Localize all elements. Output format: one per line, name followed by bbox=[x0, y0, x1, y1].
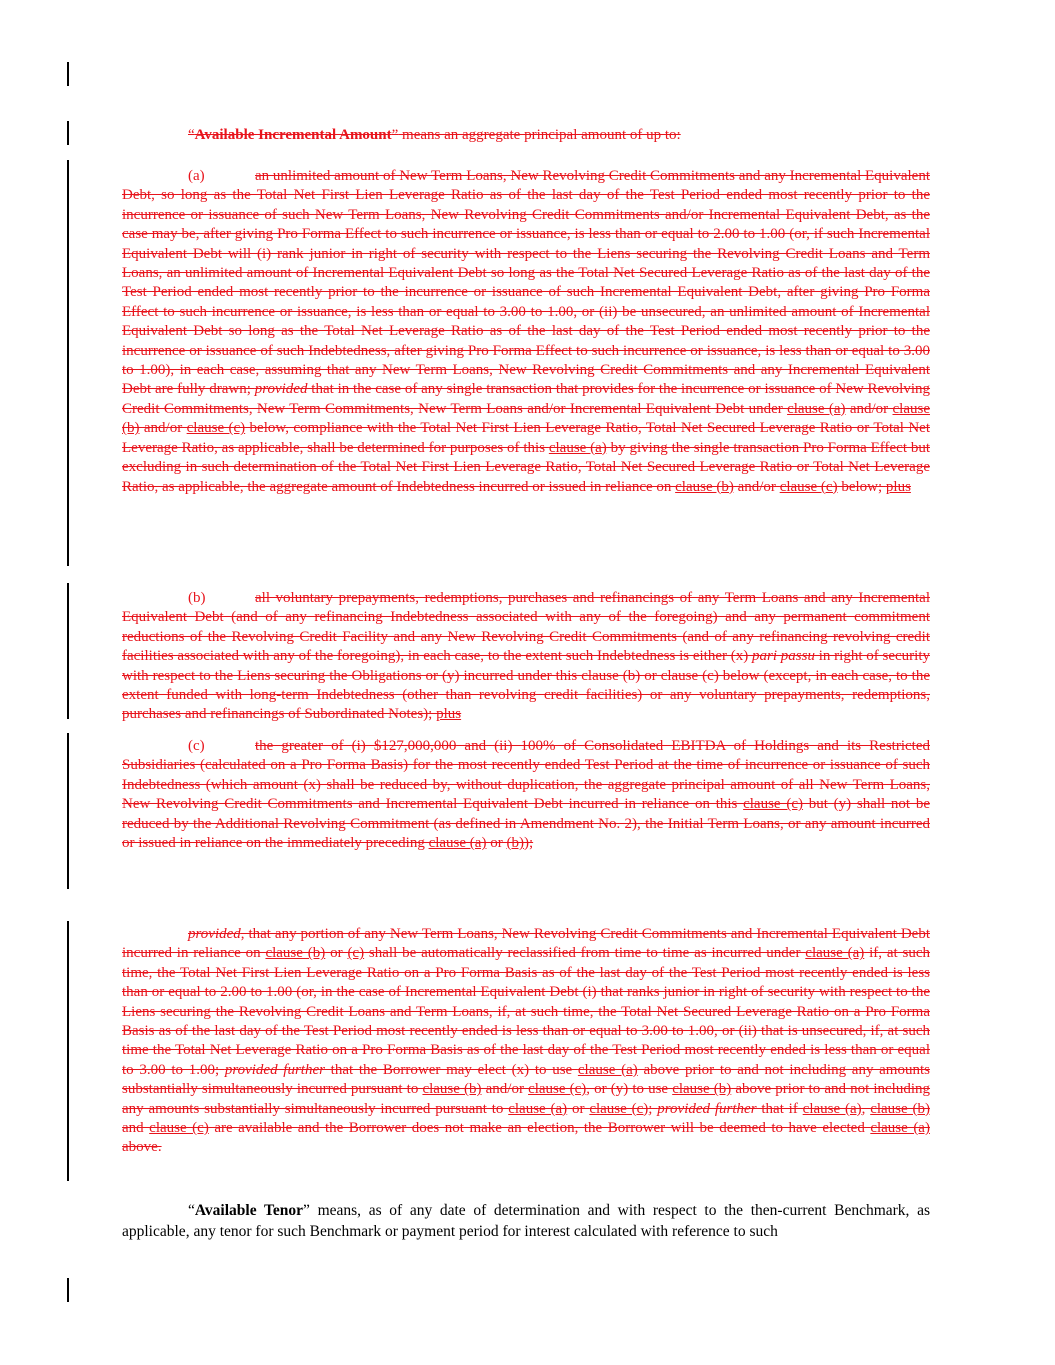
clause-label: (c) bbox=[188, 738, 205, 754]
change-bar bbox=[67, 583, 69, 719]
clause-label: (b) bbox=[188, 590, 206, 606]
clause-a: (a) an unlimited amount of New Term Loans, New Revolving Credit Commitments and any Incremental Equivalent Debt, so long as the Total Net First Lien Leverage Ratio as of the last day of the Test Period ended most recently prior to the incurrence or issuance of such New Term Loans, New Revolving Credit Commitments and/or Incremental Equivalent Debt, as the case may be, after giving Pro Forma Effect to such incurrence or issuance, is less than or equal to 2.00 to 1.00 (or, if such Incremental Equivalent Debt will (i) rank junior in right of security with respect to the Liens securing the Revolving Credit Loans and Term Loans, an unlimited amount of Incremental Equivalent Debt so long as the Total Net Secured Leverage Ratio as of the last day of the Test Period ended most recently prior to the incurrence or issuance of such Incremental Equivalent Debt, after giving Pro Forma Effect to such incurrence or issuance, is less than or equal to 3.00 to 1.00, or (ii) be unsecured, an unlimited amount of Incremental Equivalent Debt so long as the Total Net Leverage Ratio as of the last day of the Test Period ended most recently prior to the incurrence or issuance of such Indebtedness, after giving Pro Forma Effect to such incurrence or issuance, is less than or equal to 3.00 to 1.00), in each case, assuming that any New Term Loans, New Revolving Credit Commitments and any Incremental Equivalent Debt are fully drawn; provided that in the case of any single transaction that provides for the incurrence or issuance of New Revolving Credit Commitments, New Term Commitments, New Term Loans and/or Incremental Equivalent Debt under clause (a) and/or clause (b) and/or clause (c) below, compliance with the Total Net First Lien Leverage Ratio, Total Net Secured Leverage Ratio or Total Net Leverage Ratio, as applicable, shall be determined for purposes of this clause (a) by giving the single transaction Pro Forma Effect but excluding in such determination of the Total Net First Lien Leverage Ratio, Total Net Secured Leverage Ratio or Total Net Leverage Ratio, as applicable, the aggregate amount of Indebtedness incurred or issued in reliance on clause (b) and/or clause (c) below; plus bbox=[122, 168, 931, 495]
clause-b: (b) all voluntary prepayments, redemptions, purchases and refinancings of any Term Loans and any Incremental Equivalent Debt (and of any refinancing Indebtedness associated with any of the foregoing) and any permanent commitment reductions of the Revolving Credit Facility and any New Revolving Credit Commitments (and of any refinancing revolving credit facilities associated with any of the foregoing), in each case, to the extent such Indebtedness is either (x) pari passu in right of security with respect to the Liens securing the Obligations or (y) incurred under this clause (b) or clause (c) below (except, in each case, to the extent funded with long-term Indebtedness (other than revolving credit facilities) or any voluntary prepayments, redemptions, purchases and refinancings of Subordinated Notes); plus bbox=[122, 590, 930, 723]
defined-term: Available Incremental Amount bbox=[194, 127, 392, 143]
change-bar bbox=[67, 1278, 69, 1302]
clause-label: (a) bbox=[188, 168, 205, 184]
change-bar bbox=[67, 921, 69, 1181]
change-bar bbox=[67, 62, 69, 86]
definition-heading: “Available Incremental Amount” means an aggregate principal amount of up to: bbox=[188, 127, 681, 143]
clause-c: (c) the greater of (i) $127,000,000 and (ii) 100% of Consolidated EBITDA of Holdings and its Restricted Subsidiaries (calculated on a Pro Forma Basis) for the most recently ended Test Period at the time of incurrence or issuance of such Indebtedness (which amount (x) shall be reduced by, without duplication, the aggregate principal amount of all New Term Loans, New Revolving Credit Commitments and Incremental Equivalent Debt incurred in reliance on this clause (c) but (y) shall not be reduced by the Additional Revolving Commitment (as defined in Amendment No. 2), the Initial Term Loans, or any amount incurred or issued in reliance on the immediately preceding clause (a) or (b)); bbox=[122, 738, 930, 852]
change-bar bbox=[67, 733, 69, 889]
definition-available-tenor: “Available Tenor” means, as of any date of determination and with respect to the then-current Benchmark, as applicable, any tenor for such Benchmark or payment period for interest calculated with reference to such bbox=[122, 1202, 930, 1240]
proviso-paragraph: provided, that any portion of any New Term Loans, New Revolving Credit Commitments and Incremental Equivalent Debt incurred in reliance on clause (b) or (c) shall be automatically reclassified from time to time as incurred under clause (a) if, at such time, the Total Net First Lien Leverage Ratio on a Pro Forma Basis as of the last day of the Test Period most recently ended is less than or equal to 2.00 to 1.00 (or, in the case of Incremental Equivalent Debt (i) that ranks junior in right of security with respect to the Liens securing the Revolving Credit Loans and Term Loans, if, at such time, the Total Net Secured Leverage Ratio on a Pro Forma Basis as of the last day of the Test Period most recently ended is less than or equal to 3.00 to 1.00, or (ii) that is unsecured, if, at such time the Total Net Leverage Ratio on a Pro Forma Basis as of the last day of the Test Period most recently ended is less than or equal to 3.00 to 1.00; provided further that the Borrower may elect (x) to use clause (a) above prior to and not including any amounts substantially simultaneously incurred pursuant to clause (b) and/or clause (c), or (y) to use clause (b) above prior to and not including any amounts substantially simultaneously incurred pursuant to clause (a) or clause (c); provided further that if clause (a), clause (b) and clause (c) are available and the Borrower does not make an election, the Borrower will be deemed to have elected clause (a) above. bbox=[122, 926, 931, 1156]
change-bar bbox=[67, 121, 69, 145]
change-bar bbox=[67, 160, 69, 566]
defined-term: Available Tenor bbox=[194, 1202, 304, 1219]
